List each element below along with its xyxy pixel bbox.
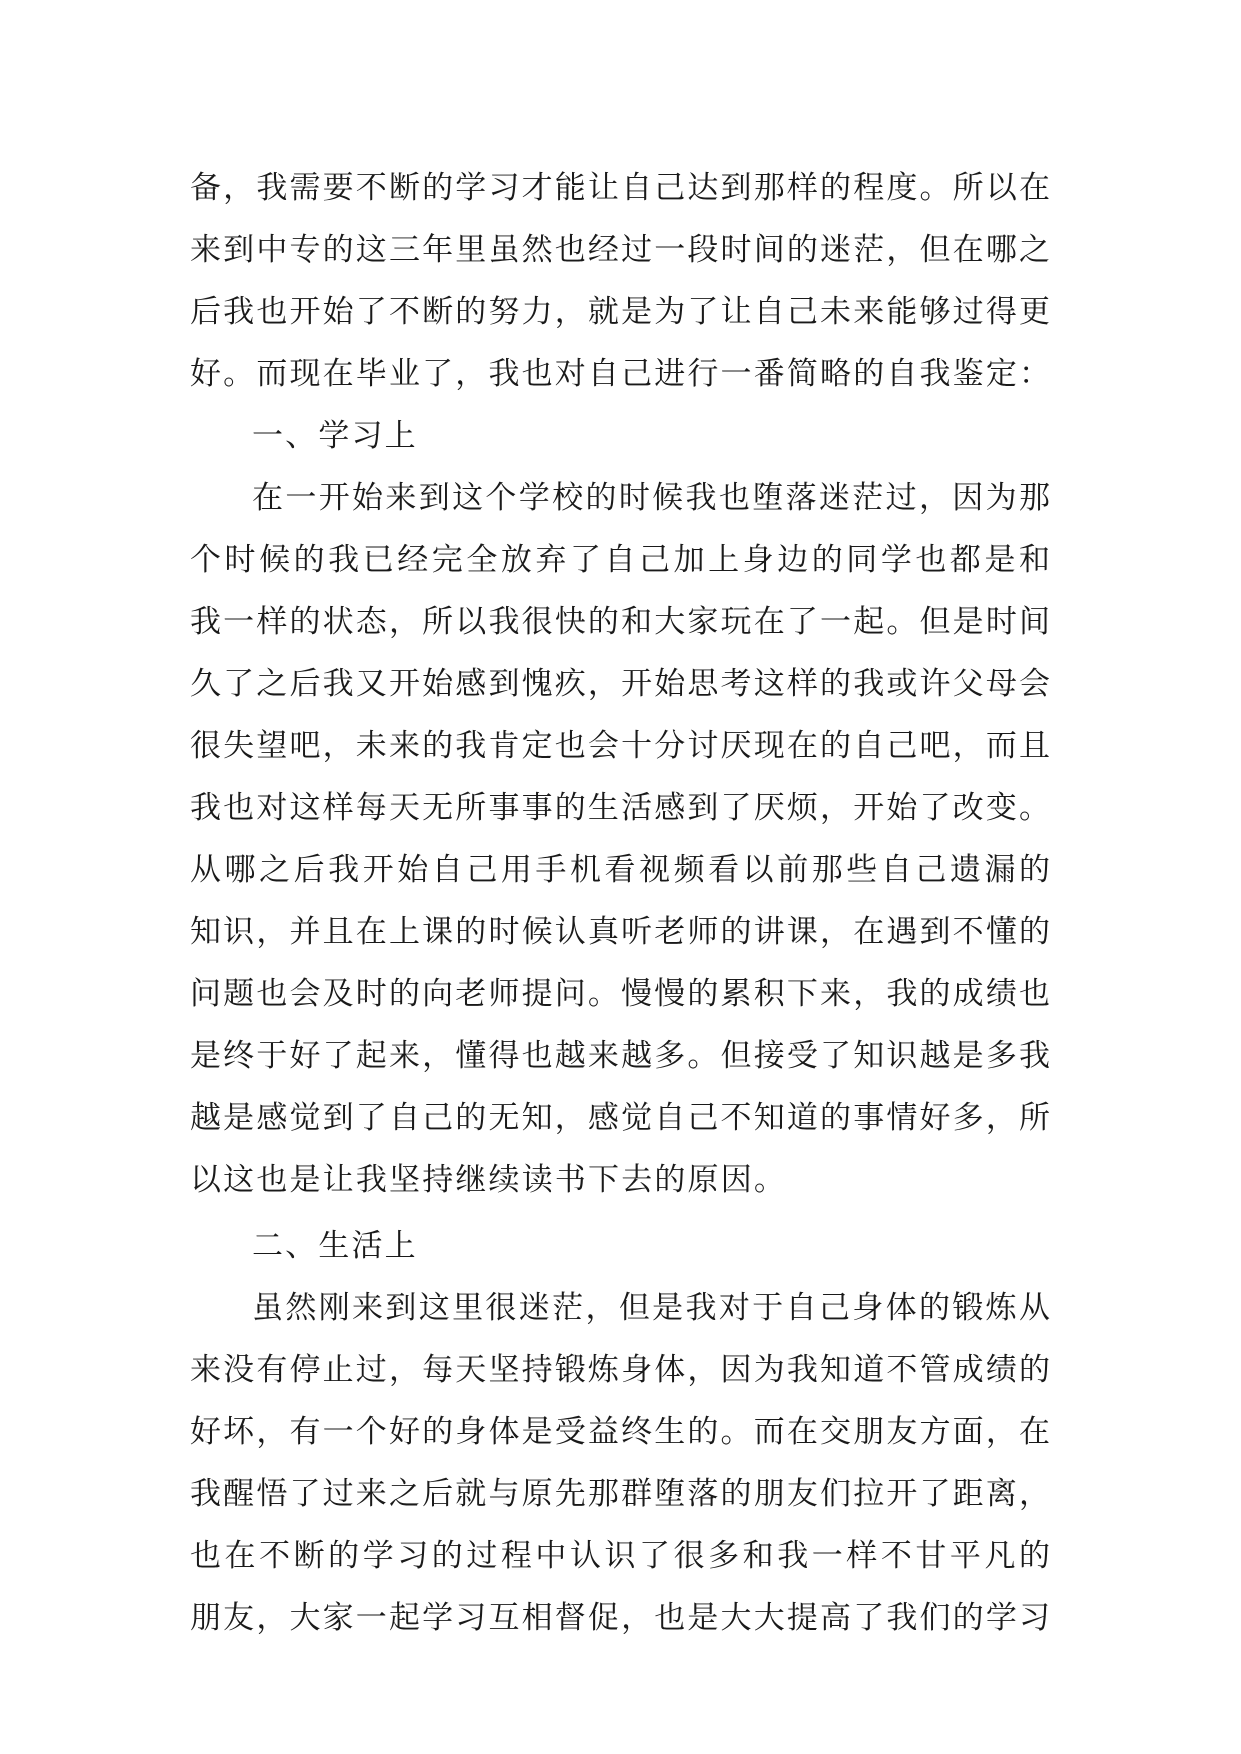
text-line: 来到中专的这三年里虽然也经过一段时间的迷茫，但在哪之 <box>190 232 1050 268</box>
text-line: 我醒悟了过来之后就与原先那群堕落的朋友们拉开了距离， <box>190 1476 1050 1512</box>
text-line: 好。而现在毕业了，我也对自己进行一番简略的自我鉴定： <box>190 356 1050 392</box>
text-line: 备，我需要不断的学习才能让自己达到那样的程度。所以在 <box>190 170 1050 206</box>
text-line: 久了之后我又开始感到愧疚，开始思考这样的我或许父母会 <box>190 666 1050 702</box>
text-line: 来没有停止过，每天坚持锻炼身体，因为我知道不管成绩的 <box>190 1352 1050 1388</box>
section-heading-life: 二、生活上 <box>252 1228 418 1264</box>
text-line: 知识，并且在上课的时候认真听老师的讲课，在遇到不懂的 <box>190 914 1050 950</box>
text-line: 虽然刚来到这里很迷茫，但是我对于自己身体的锻炼从 <box>252 1290 1050 1326</box>
text-line: 问题也会及时的向老师提问。慢慢的累积下来，我的成绩也 <box>190 976 1050 1012</box>
body-text <box>190 157 1050 1649</box>
text-line: 很失望吧，未来的我肯定也会十分讨厌现在的自己吧，而且 <box>190 728 1050 764</box>
text-line: 后我也开始了不断的努力，就是为了让自己未来能够过得更 <box>190 294 1050 330</box>
text-line: 我一样的状态，所以我很快的和大家玩在了一起。但是时间 <box>190 604 1050 640</box>
text-line: 我也对这样每天无所事事的生活感到了厌烦，开始了改变。 <box>190 790 1050 826</box>
text-line: 朋友，大家一起学习互相督促，也是大大提高了我们的学习 <box>190 1600 1050 1636</box>
text-line: 好坏，有一个好的身体是受益终生的。而在交朋友方面，在 <box>190 1414 1050 1450</box>
text-line: 从哪之后我开始自己用手机看视频看以前那些自己遗漏的 <box>190 852 1050 888</box>
section-heading-study: 一、学习上 <box>252 418 418 454</box>
text-line: 也在不断的学习的过程中认识了很多和我一样不甘平凡的 <box>190 1538 1050 1574</box>
text-line: 在一开始来到这个学校的时候我也堕落迷茫过，因为那 <box>252 480 1050 516</box>
text-line: 是终于好了起来，懂得也越来越多。但接受了知识越是多我 <box>190 1038 1050 1074</box>
text-line: 个时候的我已经完全放弃了自己加上身边的同学也都是和 <box>190 542 1050 578</box>
text-line: 越是感觉到了自己的无知，感觉自己不知道的事情好多，所 <box>190 1100 1050 1136</box>
text-line: 以这也是让我坚持继续读书下去的原因。 <box>190 1162 788 1198</box>
